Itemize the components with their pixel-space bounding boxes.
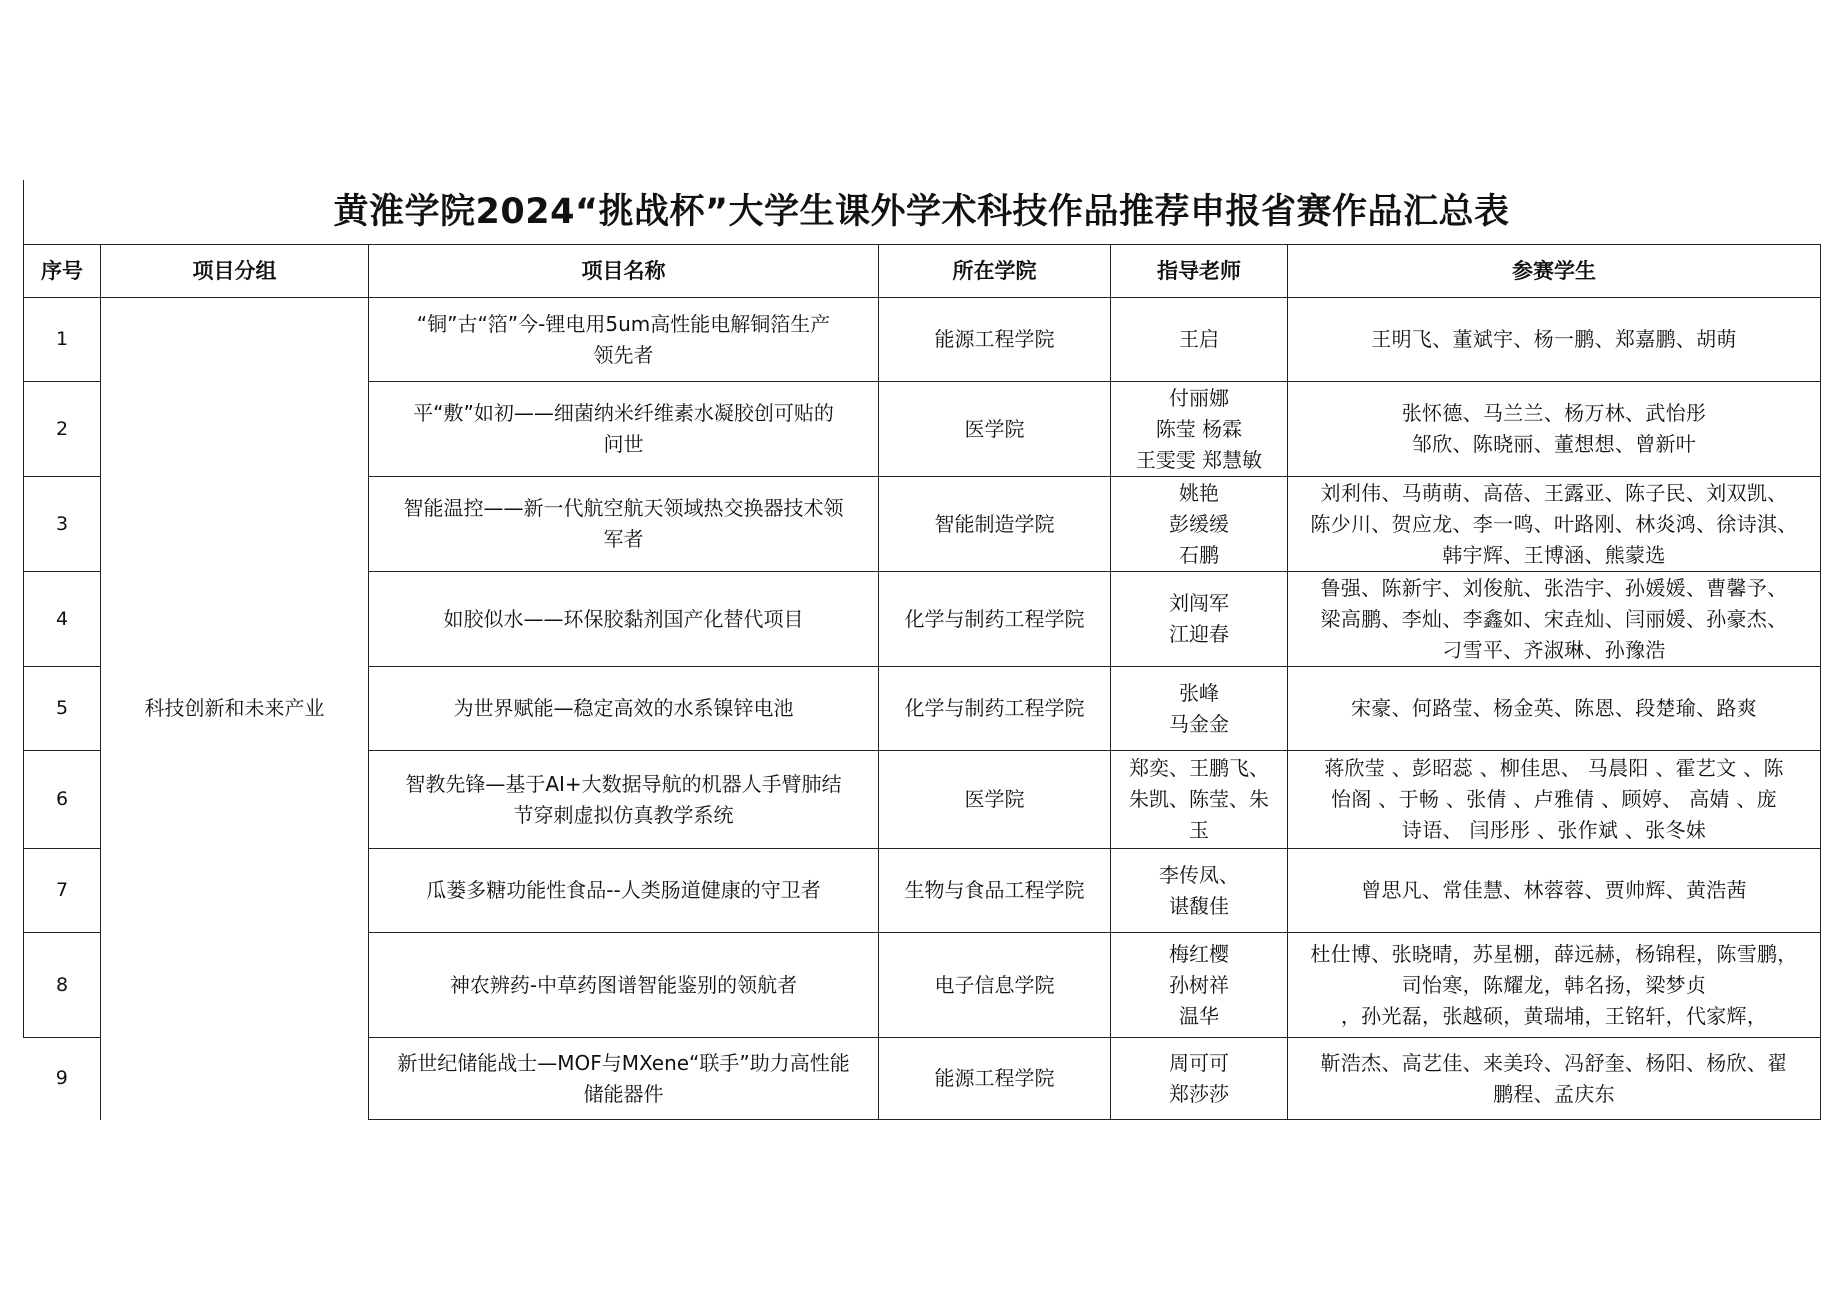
teacher-line: 李传凤、: [1159, 862, 1239, 887]
teacher-cell: [1111, 667, 1288, 751]
teacher-cell: [1111, 849, 1288, 933]
teacher-line: 彭缓缓: [1169, 511, 1229, 536]
project-name-cell: [369, 849, 879, 933]
college-cell: 能源工程学院: [879, 298, 1111, 382]
row-seq: 6: [24, 751, 101, 849]
students-line: ，孙光磊，张越硕，黄瑞埔，王铭轩，代家辉，: [1340, 1003, 1768, 1028]
project-name-line: 问世: [603, 432, 644, 456]
project-name-cell: [369, 751, 879, 849]
row-seq: 3: [24, 477, 101, 572]
teacher-line: 朱凯、陈莹、朱: [1129, 787, 1269, 811]
teacher-line: 玉: [1189, 818, 1209, 842]
students-line: 杜仕博、张晓晴，苏星棚，薛远赫，杨锦程，陈雪鹏，: [1310, 941, 1798, 966]
table-body: [24, 298, 1821, 1120]
table-header-row: [24, 245, 1821, 298]
project-name-cell: [369, 667, 879, 751]
teacher-line: 陈莹 杨霖: [1155, 416, 1243, 441]
teacher-line: 姚艳: [1179, 480, 1219, 505]
college-cell: 化学与制药工程学院: [879, 667, 1111, 751]
students-cell: [1288, 1038, 1821, 1120]
students-line: 刁雪平、齐淑琳、孙豫浩: [1442, 637, 1666, 662]
project-name-line: 智教先锋—基于AI+大数据导航的机器人手臂肺结: [405, 771, 842, 796]
project-name-line: 节穿刺虚拟仿真教学系统: [513, 802, 734, 827]
students-cell: [1288, 382, 1821, 477]
header-project: 项目名称: [369, 245, 879, 298]
project-name-cell: [369, 477, 879, 572]
teacher-line: 郑莎莎: [1169, 1081, 1229, 1106]
row-seq: 1: [24, 298, 101, 382]
teacher-line: 梅红樱: [1169, 941, 1229, 966]
teacher-line: 马金金: [1169, 711, 1229, 736]
students-line: 曾思凡、常佳慧、林蓉蓉、贾帅辉、黄浩茜: [1361, 878, 1747, 902]
project-name-cell: [369, 933, 879, 1038]
college-cell: 能源工程学院: [879, 1038, 1111, 1120]
project-name-line: 如胶似水——环保胶黏剂国产化替代项目: [443, 606, 804, 631]
teacher-line: 付丽娜: [1169, 385, 1229, 410]
row-seq: 9: [24, 1038, 101, 1120]
project-name-cell: [369, 572, 879, 667]
students-line: 梁高鹏、李灿、李鑫如、宋垚灿、闫丽媛、孙豪杰、: [1320, 606, 1788, 631]
students-cell: [1288, 933, 1821, 1038]
row-seq: 2: [24, 382, 101, 477]
students-line: 韩宇辉、王博涵、熊蒙选: [1442, 542, 1666, 567]
project-name-cell: [369, 382, 879, 477]
project-name-line: 瓜蒌多糖功能性食品--人类肠道健康的守卫者: [426, 878, 821, 902]
project-name-line: “铜”古“箔”今-锂电用5um高性能电解铜箔生产: [416, 311, 831, 336]
college-cell: 智能制造学院: [879, 477, 1111, 572]
students-line: 刘利伟、马萌萌、高蓓、王露亚、陈子民、刘双凯、: [1320, 480, 1788, 505]
row-seq: 5: [24, 667, 101, 751]
students-cell: [1288, 477, 1821, 572]
teacher-line: 王雯雯 郑慧敏: [1135, 447, 1263, 472]
teacher-line: 石鹏: [1179, 542, 1219, 567]
teacher-line: 孙树祥: [1169, 972, 1229, 997]
page-title: 黄淮学院2024“挑战杯”大学生课外学术科技作品推荐申报省赛作品汇总表: [333, 192, 1510, 232]
students-line: 张怀德、马兰兰、杨万林、武怡彤: [1401, 401, 1707, 425]
teacher-line: 王启: [1179, 327, 1219, 351]
header-seq: 序号: [24, 245, 101, 298]
project-name-cell: [369, 298, 879, 382]
students-line: 陈少川、贺应龙、李一鸣、叶路刚、林炎鸿、徐诗淇、: [1310, 511, 1798, 536]
project-name-line: 平“敷”如初——细菌纳米纤维素水凝胶创可贴的: [413, 401, 834, 425]
students-cell: [1288, 667, 1821, 751]
teacher-cell: [1111, 477, 1288, 572]
table-row: [24, 298, 1821, 382]
project-group-cell: 科技创新和未来产业: [101, 298, 369, 1120]
students-line: 诗语、 闫彤彤 、张作斌 、张冬妹: [1401, 818, 1707, 842]
header-students: 参赛学生: [1288, 245, 1821, 298]
header-group: 项目分组: [101, 245, 369, 298]
students-line: 蒋欣莹 、彭昭蕊 、柳佳思、 马晨阳 、霍艺文 、陈: [1324, 756, 1784, 780]
teacher-line: 江迎春: [1169, 622, 1229, 646]
students-line: 司怡寒，陈耀龙，韩名扬，梁梦贞: [1401, 972, 1707, 997]
project-name-line: 军者: [603, 527, 644, 551]
project-name-line: 新世纪储能战士—MOF与MXene“联手”助力高性能: [397, 1050, 850, 1075]
row-seq: 7: [24, 849, 101, 933]
students-line: 怡阁 、于畅 、张倩 、卢雅倩 、顾婷、 高婧 、庞: [1331, 787, 1777, 811]
row-seq: 4: [24, 572, 101, 667]
project-name-line: 智能温控——新一代航空航天领域热交换器技术领: [403, 496, 844, 520]
teacher-line: 张峰: [1179, 680, 1219, 705]
teacher-line: 温华: [1179, 1003, 1219, 1028]
students-line: 王明飞、董斌宇、杨一鹏、郑嘉鹏、胡萌: [1371, 327, 1737, 351]
teacher-cell: [1111, 382, 1288, 477]
students-cell: [1288, 572, 1821, 667]
college-cell: 化学与制药工程学院: [879, 572, 1111, 667]
college-cell: 医学院: [879, 382, 1111, 477]
teacher-line: 郑奕、王鹏飞、: [1129, 756, 1269, 780]
teacher-cell: [1111, 751, 1288, 849]
teacher-cell: [1111, 1038, 1288, 1120]
students-line: 靳浩杰、高艺佳、来美玲、冯舒奎、杨阳、杨欣、翟: [1320, 1050, 1788, 1075]
teacher-cell: [1111, 298, 1288, 382]
teacher-line: 周可可: [1169, 1050, 1229, 1075]
header-college: 所在学院: [879, 245, 1111, 298]
teacher-cell: [1111, 933, 1288, 1038]
project-name-line: 为世界赋能—稳定高效的水系镍锌电池: [453, 696, 794, 720]
students-line: 宋豪、何路莹、杨金英、陈恩、段楚瑜、路爽: [1351, 696, 1757, 720]
project-name-line: 储能器件: [583, 1081, 664, 1106]
students-line: 鲁强、陈新宇、刘俊航、张浩宇、孙媛媛、曹馨予、: [1320, 575, 1788, 600]
students-cell: [1288, 751, 1821, 849]
header-teacher: 指导老师: [1111, 245, 1288, 298]
project-name-line: 神农辨药-中草药图谱智能鉴别的领航者: [449, 972, 798, 997]
college-cell: 电子信息学院: [879, 933, 1111, 1038]
students-cell: [1288, 849, 1821, 933]
students-line: 鹏程、孟庆东: [1493, 1081, 1615, 1106]
summary-table: [23, 244, 1821, 1120]
students-cell: [1288, 298, 1821, 382]
project-name-line: 领先者: [593, 342, 654, 367]
college-cell: 生物与食品工程学院: [879, 849, 1111, 933]
college-cell: 医学院: [879, 751, 1111, 849]
students-line: 邹欣、陈晓丽、董想想、曾新叶: [1411, 432, 1697, 456]
teacher-line: 谌馥佳: [1169, 893, 1229, 918]
row-seq: 8: [24, 933, 101, 1038]
teacher-line: 刘闯军: [1169, 591, 1229, 615]
teacher-cell: [1111, 572, 1288, 667]
project-name-cell: [369, 1038, 879, 1120]
